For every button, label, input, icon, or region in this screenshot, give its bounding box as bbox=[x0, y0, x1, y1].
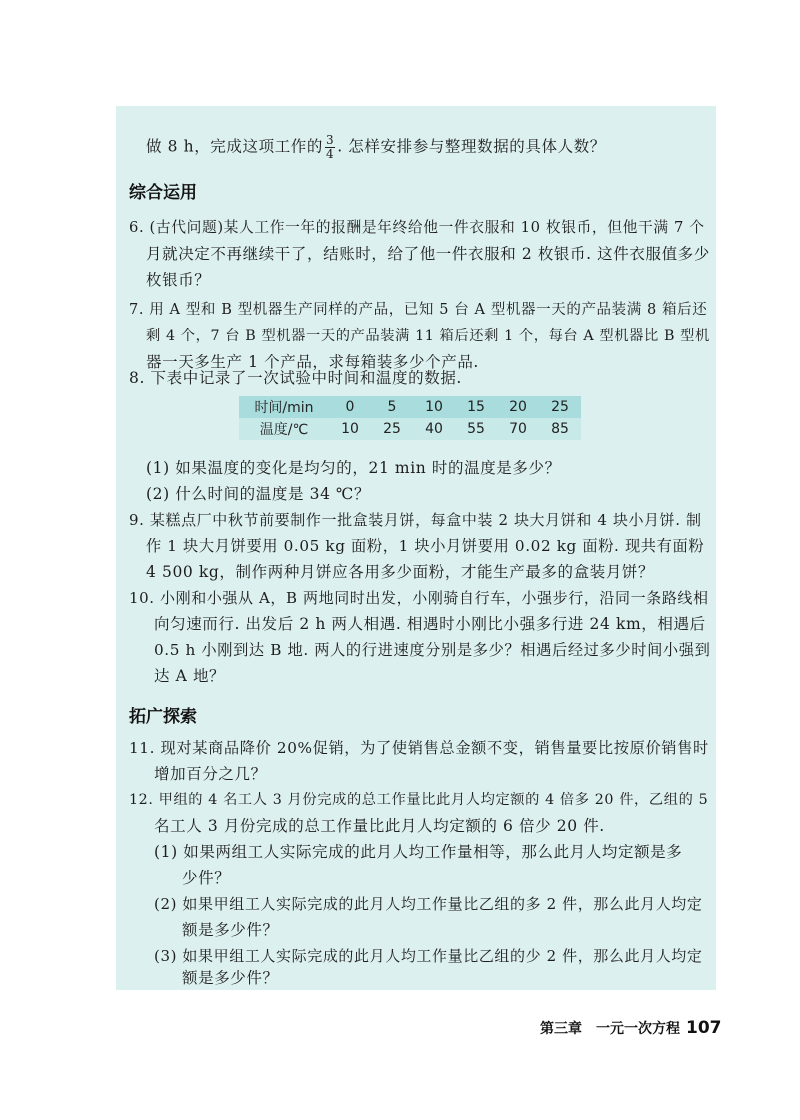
problem-10-line-4: 达 A 地？ bbox=[154, 667, 226, 685]
exercise-panel bbox=[116, 106, 716, 990]
time-cell: 15 bbox=[455, 396, 497, 418]
problem-12-q3-line-1: (3) 如果甲组工人实际完成的此月人均工作量比乙组的少 2 件，那么此月人均定 bbox=[154, 947, 703, 965]
problem-11-line-1: 11. 现对某商品降价 20%促销，为了使销售总金额不变，销售量要比按原价销售时 bbox=[129, 739, 709, 757]
problem-12-q2-line-2: 额是多少件？ bbox=[182, 921, 279, 939]
problem-6-line-1: 6. (古代问题)某人工作一年的报酬是年终给他一件衣服和 10 枚银币，但他干满 7 个 bbox=[129, 219, 705, 236]
time-cell: 0 bbox=[329, 396, 371, 418]
time-temperature-table bbox=[239, 396, 581, 440]
temperature-row bbox=[239, 418, 581, 440]
problem-8-line: 8. 下表中记录了一次试验中时间和温度的数据. bbox=[129, 369, 462, 387]
problem-7-line-3: 器一天多生产 1 个产品，求每箱装多少个产品. bbox=[146, 353, 479, 371]
time-header: 时间/min bbox=[239, 396, 329, 418]
problem-12-q1-line-2: 少件？ bbox=[182, 869, 231, 887]
problem-12-line-1: 12. 甲组的 4 名工人 3 月份完成的总工作量比此月人均定额的 4 倍多 20 件，乙组的 5 bbox=[129, 792, 709, 808]
page-number: 107 bbox=[686, 1018, 722, 1038]
problem-7-line-1: 7. 用 A 型和 B 型机器生产同样的产品，已知 5 台 A 型机器一天的产品装满 8 箱后还 bbox=[129, 302, 708, 318]
fraction-denominator: 4 bbox=[326, 147, 335, 161]
intro-text: 做 8 h，完成这项工作的 bbox=[146, 137, 323, 156]
problem-9-line-1: 9. 某糕点厂中秋节前要制作一批盒装月饼，每盒中装 2 块大月饼和 4 块小月饼. 制 bbox=[129, 511, 702, 529]
section-heading-comprehensive: 综合运用 bbox=[129, 183, 197, 203]
problem-9-line-3: 4 500 kg，制作两种月饼应各用多少面粉，才能生产最多的盒装月饼？ bbox=[146, 563, 655, 581]
time-row bbox=[239, 396, 581, 418]
time-cell: 20 bbox=[497, 396, 539, 418]
problem-10-line-1: 10. 小刚和小强从 A，B 两地同时出发，小刚骑自行车，小强步行，沿同一条路线相 bbox=[129, 589, 709, 607]
temperature-cell: 85 bbox=[539, 418, 581, 440]
problem-7-line-2: 剩 4 个，7 台 B 型机器一天的产品装满 11 箱后还剩 1 个，每台 A 型机器比 B 型机 bbox=[146, 328, 710, 344]
problem-8-question-1: (1) 如果温度的变化是均匀的，21 min 时的温度是多少？ bbox=[146, 459, 561, 477]
problem-10-line-3: 0.5 h 小刚到达 B 地. 两人的行进速度分别是多少？相遇后经过多少时间小强到 bbox=[154, 641, 711, 659]
problem-6-line-2: 月就决定不再继续干了，结账时，给了他一件衣服和 2 枚银币. 这件衣服值多少 bbox=[146, 245, 710, 263]
problem-10-line-2: 向匀速而行. 出发后 2 h 两人相遇. 相遇时小刚比小强多行进 24 km，相遇后 bbox=[154, 615, 706, 633]
chapter-title: 第三章 一元一次方程 bbox=[540, 1021, 680, 1037]
fraction bbox=[325, 134, 335, 161]
time-cell: 10 bbox=[413, 396, 455, 418]
section-heading-extension: 拓广探索 bbox=[129, 707, 197, 727]
time-cell: 5 bbox=[371, 396, 413, 418]
problem-12-q3-line-2: 额是多少件？ bbox=[182, 969, 279, 987]
problem-8-question-2: (2) 什么时间的温度是 34 ℃？ bbox=[146, 485, 371, 503]
problem-6-line-3: 枚银币？ bbox=[146, 271, 211, 289]
temperature-cell: 25 bbox=[371, 418, 413, 440]
problem-12-q1-line-1: (1) 如果两组工人实际完成的此月人均工作量相等，那么此月人均定额是多 bbox=[154, 843, 683, 861]
time-cell: 25 bbox=[539, 396, 581, 418]
page-footer bbox=[540, 1018, 722, 1038]
problem-12-q2-line-1: (2) 如果甲组工人实际完成的此月人均工作量比乙组的多 2 件，那么此月人均定 bbox=[154, 895, 703, 913]
temperature-cell: 40 bbox=[413, 418, 455, 440]
temperature-cell: 55 bbox=[455, 418, 497, 440]
intro-text-end: . 怎样安排参与整理数据的具体人数？ bbox=[337, 137, 606, 156]
problem-12-line-2: 名工人 3 月份完成的总工作量比此月人均定额的 6 倍少 20 件. bbox=[154, 817, 605, 835]
temperature-header: 温度/℃ bbox=[239, 418, 329, 440]
fraction-numerator: 3 bbox=[326, 133, 335, 147]
intro-line bbox=[146, 134, 606, 161]
problem-11-line-2: 增加百分之几？ bbox=[154, 765, 267, 783]
problem-9-line-2: 作 1 块大月饼要用 0.05 kg 面粉，1 块小月饼要用 0.02 kg 面粉. 现共有面粉 bbox=[146, 537, 705, 555]
temperature-cell: 70 bbox=[497, 418, 539, 440]
temperature-cell: 10 bbox=[329, 418, 371, 440]
